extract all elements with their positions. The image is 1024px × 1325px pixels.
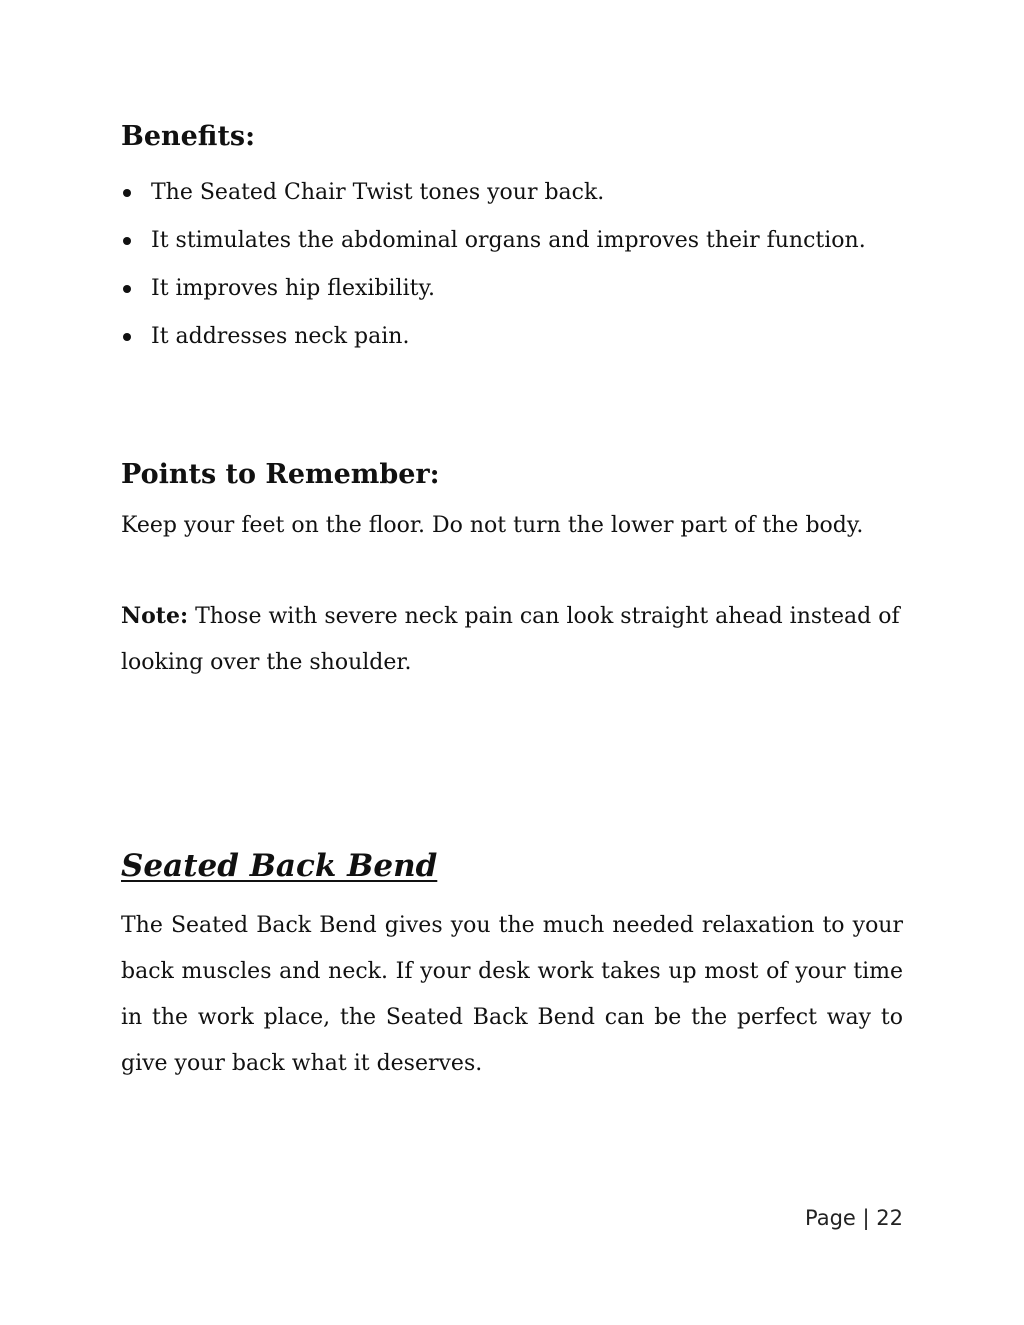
document-page [121,0,903,1325]
bullet-icon [123,285,131,293]
benefits-list-item [121,224,903,272]
benefits-item-text: It stimulates the abdominal organs and improves their function. [151,228,866,253]
benefits-item-text: It addresses neck pain. [151,324,410,349]
bullet-icon [123,189,131,197]
section-body: The Seated Back Bend gives you the much needed relaxation to your back muscles and neck. If your desk work takes up most of your time in the work place, the Seated Back Bend can be the perfect way to give your back what it deserves. [121,913,903,1076]
bullet-icon [123,237,131,245]
benefits-list [121,176,903,368]
benefits-heading: Benefits: [121,121,256,152]
benefits-item-text: The Seated Chair Twist tones your back. [151,180,605,205]
note-label: Note: [121,603,189,629]
page-number: Page | 22 [805,1206,903,1230]
benefits-list-item [121,176,903,224]
note-paragraph [121,593,903,686]
benefits-list-item [121,320,903,368]
points-text: Keep your feet on the floor. Do not turn the lower part of the body. [121,513,864,538]
bullet-icon [123,333,131,341]
section-title: Seated Back Bend [121,848,438,884]
note-text: Those with severe neck pain can look straight ahead instead of looking over the shoulder. [121,604,900,675]
benefits-item-text: It improves hip flexibility. [151,276,435,301]
benefits-list-item [121,272,903,320]
points-heading: Points to Remember: [121,459,440,490]
